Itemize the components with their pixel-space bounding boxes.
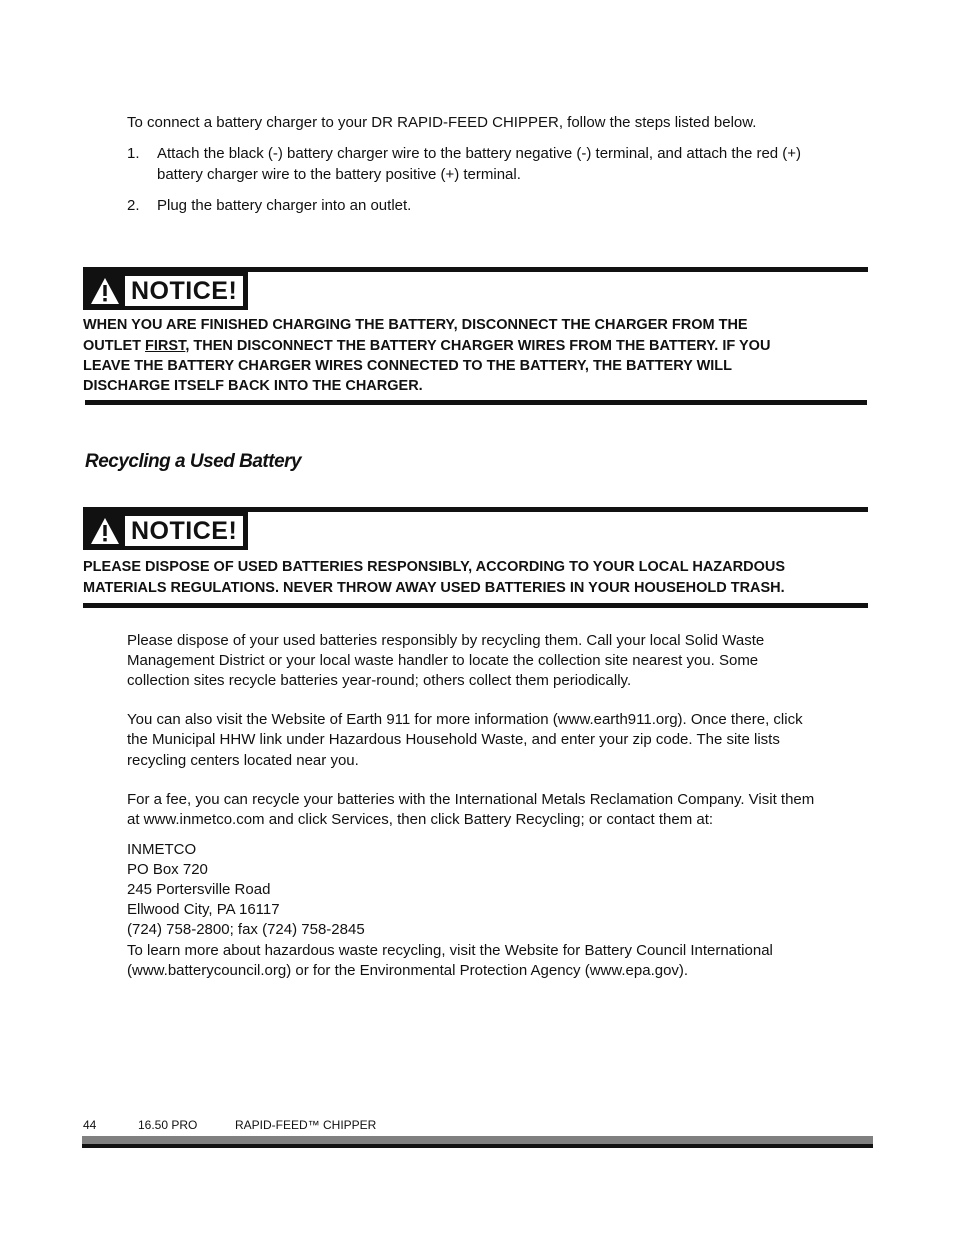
- address-line-3: 245 Portersville Road: [127, 881, 271, 898]
- footer-model: 16.50 PRO: [138, 1118, 198, 1132]
- notice-badge: [83, 512, 248, 550]
- notice-badge: [83, 272, 248, 310]
- step-1-line-2: battery charger wire to the battery positive (+) terminal.: [157, 166, 521, 183]
- address-line-1: INMETCO: [127, 841, 197, 858]
- para-3-line-1: For a fee, you can recycle your batteries with the International Metals Reclamation Company. Visit them: [127, 791, 815, 808]
- para-2-line-2: the Municipal HHW link under Hazardous Household Waste, and enter your zip code. The site lists: [127, 731, 780, 748]
- footer-product: RAPID-FEED™ CHIPPER: [235, 1118, 377, 1132]
- para-1-line-1: Please dispose of your used batteries responsibly by recycling them. Call your local Solid Waste: [127, 632, 765, 649]
- step-1-number: 1.: [127, 145, 140, 162]
- para-2-line-3: recycling centers located near you.: [127, 752, 359, 769]
- notice-1-line-3: LEAVE THE BATTERY CHARGER WIRES CONNECTED TO THE BATTERY, THE BATTERY WILL: [83, 358, 733, 374]
- address-line-7: (www.batterycouncil.org) or for the Environmental Protection Agency (www.epa.gov).: [127, 962, 689, 979]
- address-line-5: (724) 758-2800; fax (724) 758-2845: [127, 921, 365, 938]
- footer-rule-black: [82, 1144, 873, 1148]
- warning-icon: [89, 516, 121, 546]
- notice-label: NOTICE!: [125, 276, 243, 306]
- address-line-6: To learn more about hazardous waste recycling, visit the Website for Battery Council International: [127, 942, 773, 959]
- section-heading: Recycling a Used Battery: [85, 451, 302, 472]
- notice-1-line-1: WHEN YOU ARE FINISHED CHARGING THE BATTERY, DISCONNECT THE CHARGER FROM THE: [83, 317, 748, 333]
- notice-2-line-2: MATERIALS REGULATIONS. NEVER THROW AWAY USED BATTERIES IN YOUR HOUSEHOLD TRASH.: [83, 580, 785, 596]
- para-3-line-2: at www.inmetco.com and click Services, then click Battery Recycling; or contact them at:: [127, 811, 714, 828]
- notice-1-line-4: DISCHARGE ITSELF BACK INTO THE CHARGER.: [83, 378, 423, 394]
- step-1-line-1: Attach the black (-) battery charger wire to the battery negative (-) terminal, and attach the red (+): [157, 145, 802, 162]
- para-1-line-3: collection sites recycle batteries year-round; others collect them periodically.: [127, 672, 632, 689]
- notice-label: NOTICE!: [125, 516, 243, 546]
- step-2-number: 2.: [127, 197, 140, 214]
- address-line-4: Ellwood City, PA 16117: [127, 901, 280, 918]
- warning-icon: [89, 276, 121, 306]
- intro-text: To connect a battery charger to your DR RAPID-FEED CHIPPER, follow the steps listed below.: [127, 114, 757, 131]
- notice-bottom-rule: [83, 603, 868, 608]
- footer-rule-gray: [82, 1136, 873, 1144]
- page-number: 44: [83, 1118, 97, 1132]
- step-2-line-1: Plug the battery charger into an outlet.: [157, 197, 412, 214]
- para-2-line-1: You can also visit the Website of Earth 911 for more information (www.earth911.org). Once there, click: [127, 711, 803, 728]
- notice-1-line-2: OUTLET FIRST, THEN DISCONNECT THE BATTERY CHARGER WIRES FROM THE BATTERY. IF YOU: [83, 338, 771, 354]
- notice-2-line-1: PLEASE DISPOSE OF USED BATTERIES RESPONSIBLY, ACCORDING TO YOUR LOCAL HAZARDOUS: [83, 559, 785, 575]
- address-line-2: PO Box 720: [127, 861, 208, 878]
- emphasis-first: FIRST: [145, 338, 186, 354]
- notice-bottom-rule: [85, 400, 867, 405]
- para-1-line-2: Management District or your local waste handler to locate the collection site nearest you. Some: [127, 652, 759, 669]
